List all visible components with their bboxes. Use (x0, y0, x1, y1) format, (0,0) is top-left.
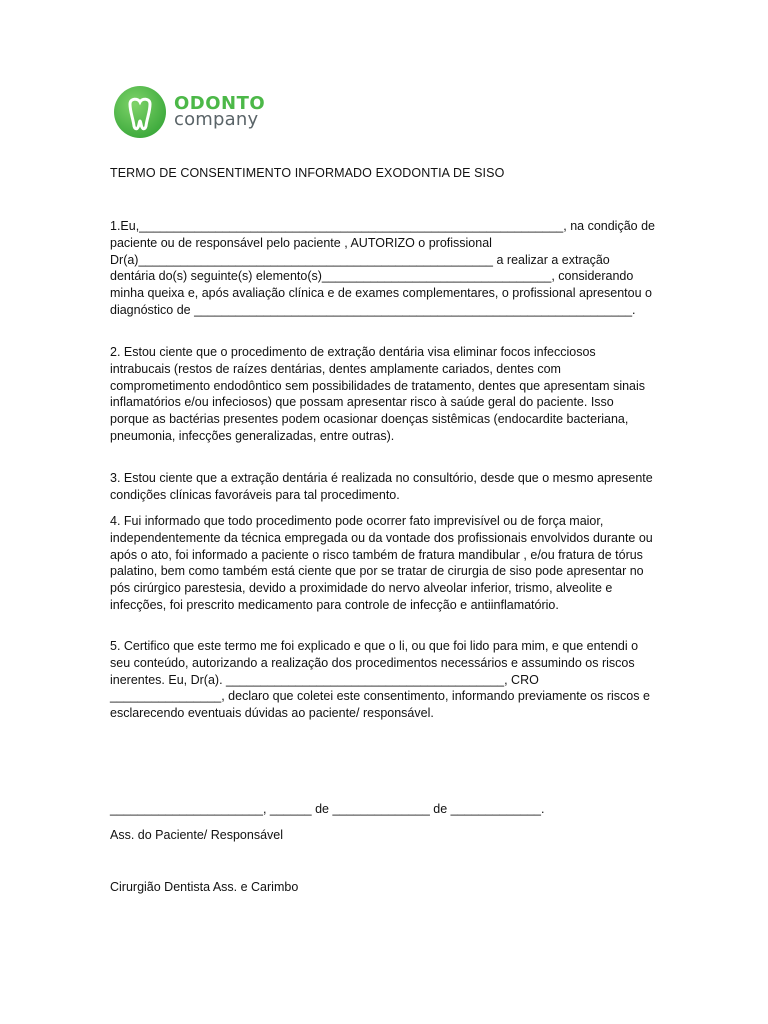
logo-line-odonto: ODONTO (174, 93, 266, 114)
document-title: TERMO DE CONSENTIMENTO INFORMADO EXODONTIA DE SISO (110, 166, 505, 180)
tooth-logo-icon (112, 84, 168, 140)
patient-signature-label: Ass. do Paciente/ Responsável (110, 828, 284, 842)
company-logo (112, 84, 265, 140)
date-line: ______________________, ______ de ______________ de _____________. (110, 802, 545, 816)
dentist-signature-label: Cirurgião Dentista Ass. e Carimbo (110, 880, 299, 894)
paragraph-5: 5. Certifico que este termo me foi explicado e que o li, ou que foi lido para mim, e que entendi o seu conteúdo, autorizando a realização dos procedimentos necessários e assumindo os riscos inerentes. Eu, Dr(a). ________________________________________, CRO ________________, declaro que coletei este consentimento, informando previamente os riscos e esclarecendo eventuais dúvidas ao paciente/ responsável. (110, 639, 650, 721)
logo-line-company: company (174, 109, 259, 130)
paragraph-2: 2. Estou ciente que o procedimento de extração dentária visa eliminar focos infecciosos intrabucais (restos de raízes dentárias, dentes amplamente cariados, dentes com comprometimento endodôntico sem possibilidades de tratamento, dentes que apresentam sinais inflamatórios e/ou infeciosos) que possam apresentar risco à saúde geral do paciente. Isso porque as bactérias presentes podem ocasionar doenças sistêmicas (endocardite bacteriana, pneumonia, infecções generalizadas, entre outras). (110, 345, 646, 443)
paragraph-4: 4. Fui informado que todo procedimento pode ocorrer fato imprevisível ou de força maior, independentemente da técnica empregada ou da vontade dos profissionais envolvidos durante ou após o ato, foi informado a paciente o risco também de fratura mandibular , e/ou fratura de tórus palatino, bem como também está ciente que por se tratar de cirurgia de siso pode apresentar no pós cirúrgico parestesia, devido a proximidade do nervo alveolar inferior, trismo, alveolite e infecções, foi prescrito medicamento para controle de infecção e antiinflamatório. (110, 514, 653, 612)
paragraph-1: 1.Eu,_____________________________________________________________, na condição de paciente ou de responsável pelo paciente , AUTORIZO o profissional Dr(a)___________________________________________________ a realizar a extração dentária do(s) seguinte(s) elemento(s)_________________________________, considerando minha queixa e, após avaliação clínica e de exames complementares, o profissional apresentou o diagnóstico de _______________________________________________________________. (110, 219, 655, 317)
paragraph-3: 3. Estou ciente que a extração dentária é realizada no consultório, desde que o mesmo apresente condições clínicas favoráveis para tal procedimento. (110, 471, 653, 502)
logo-wordmark (174, 95, 265, 129)
